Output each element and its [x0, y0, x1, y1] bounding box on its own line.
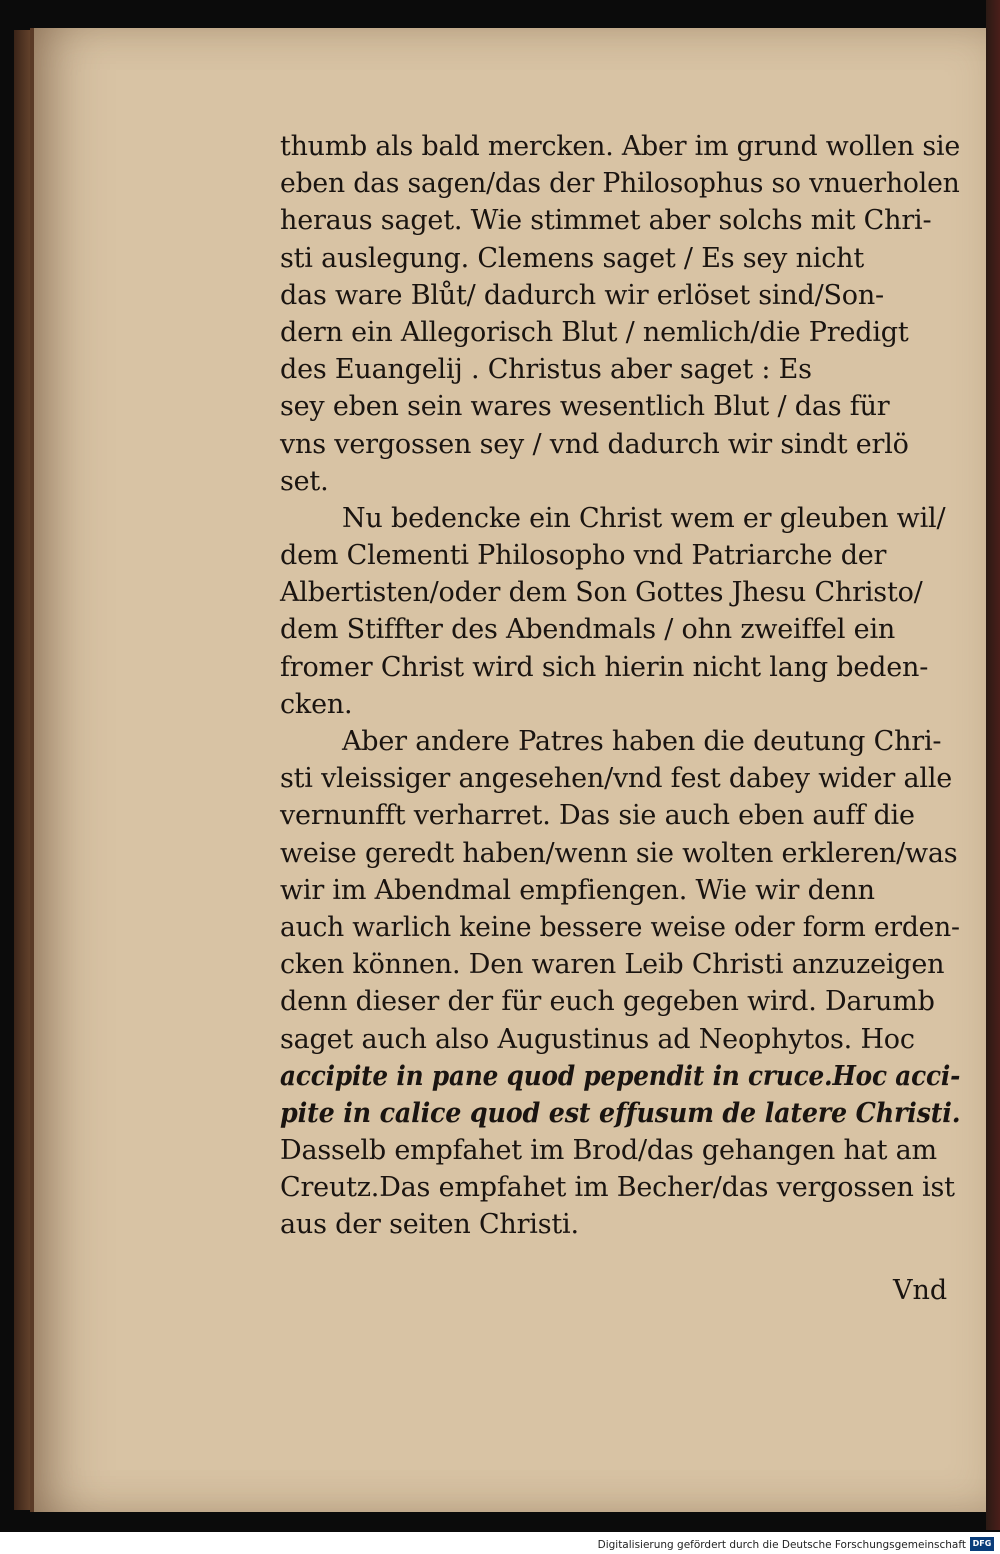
footer-bar	[0, 1532, 1000, 1554]
text-line: vernunfft verharret. Das sie auch eben auff die	[280, 800, 915, 832]
text-line: dern ein Allegorisch Blut / nemlich/die Predigt	[280, 316, 909, 348]
text-line: set.	[280, 465, 329, 497]
text-line: vns vergossen sey / vnd dadurch wir sindt erlö	[280, 428, 909, 460]
latin-line: pite in calice quod est effusum de latere Christi.	[280, 1097, 961, 1129]
text-line: Dasselb empfahet im Brod/das gehangen hat am	[280, 1135, 937, 1167]
text-line: Albertisten/oder dem Son Gottes Jhesu Christo/	[280, 577, 923, 609]
dfg-logo: DFG	[970, 1537, 994, 1551]
latin-line: accipite in pane quod pependit in cruce.Hoc acci-	[280, 1060, 961, 1092]
footer-credit: Digitalisierung gefördert durch die Deutsche Forschungsgemeinschaft	[597, 1539, 966, 1551]
text-line: saget auch also Augustinus ad Neophytos. Hoc	[280, 1023, 915, 1055]
text-line: denn dieser der für euch gegeben wird. Darumb	[280, 986, 935, 1018]
text-line: Nu bedencke ein Christ wem er gleuben wil/	[342, 502, 946, 534]
text-line: sti vleissiger angesehen/vnd fest dabey wider alle	[280, 763, 953, 795]
catchword: Vnd	[893, 1275, 948, 1306]
text-line: eben das sagen/das der Philosophus so vnuerholen	[280, 168, 960, 200]
text-line: Creutz.Das empfahet im Becher/das vergossen ist	[280, 1172, 955, 1204]
text-line: heraus saget. Wie stimmet aber solchs mit Chri-	[280, 205, 932, 237]
page-edge	[986, 0, 1000, 1530]
text-line: Aber andere Patres haben die deutung Chri-	[342, 726, 942, 757]
text-line: auch warlich keine bessere weise oder form erden-	[280, 911, 960, 943]
page-text	[280, 128, 960, 1244]
text-line: weise geredt haben/wenn sie wolten erkleren/was	[280, 837, 958, 869]
text-line: dem Stiffter des Abendmals / ohn zweiffel ein	[280, 614, 896, 646]
text-line: dem Clementi Philosopho vnd Patriarche der	[280, 540, 887, 572]
text-line: cken können. Den waren Leib Christi anzuzeigen	[280, 949, 945, 981]
text-line: des Euangelij . Christus aber saget : Es	[280, 354, 812, 386]
text-line: aus der seiten Christi.	[280, 1209, 579, 1241]
text-line: sti auslegung. Clemens saget / Es sey nicht	[280, 242, 865, 274]
text-line: wir im Abendmal empfiengen. Wie wir denn	[280, 874, 875, 906]
text-line: das ware Blůt/ dadurch wir erlöset sind/Son-	[280, 279, 884, 311]
text-line: fromer Christ wird sich hierin nicht lang beden-	[280, 651, 929, 683]
text-line: sey eben sein wares wesentlich Blut / das für	[280, 391, 890, 423]
text-line: thumb als bald mercken. Aber im grund wollen sie	[280, 131, 961, 162]
text-line: cken.	[280, 688, 353, 720]
